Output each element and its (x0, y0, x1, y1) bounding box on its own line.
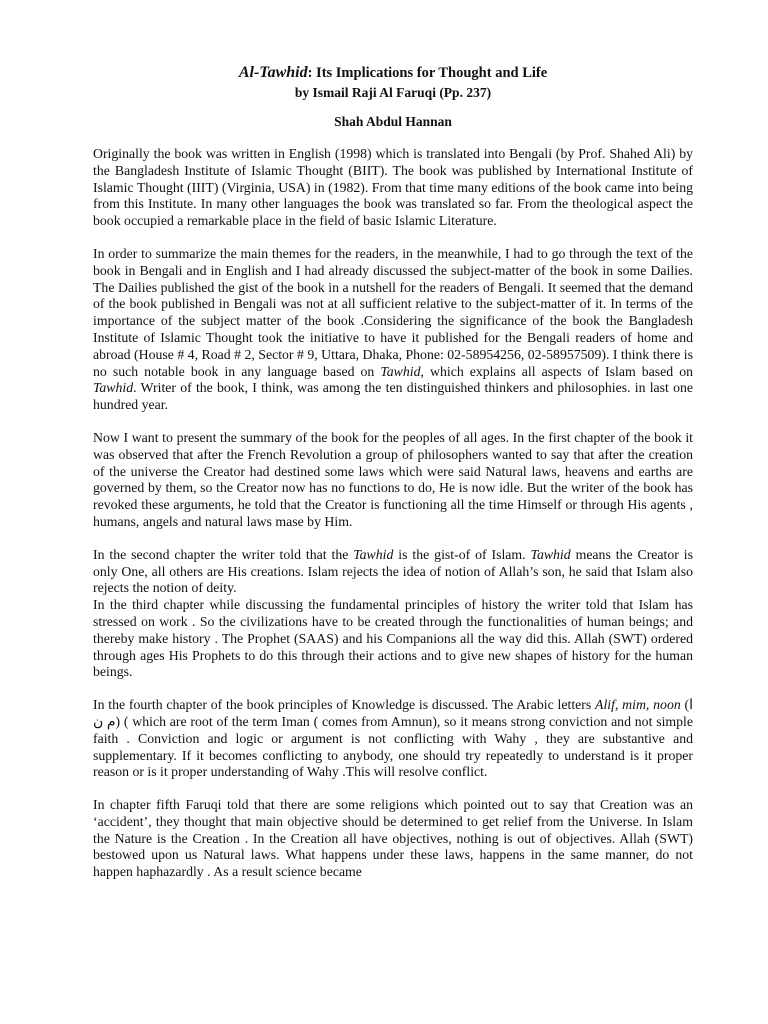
document-page (93, 64, 693, 881)
paragraph-7: In chapter fifth Faruqi told that there are some religions which pointed out to say that Creation was an ‘accident’, they thought that main objective should be determined to get relief from the Universe. In Islam the Nature is the Creation . In the Creation all have objectives, nothing is out of objectives. Allah (SWT) bestowed upon us Natural laws. What happens under these laws, happens in the same manner, do not happen haphazardly . As a result science became (93, 797, 693, 880)
byline: by Ismail Raji Al Faruqi (Pp. 237) (294, 85, 492, 100)
paragraph-4: In the second chapter the writer told that the Tawhid is the gist-of of Islam. Tawhid means the Creator is only One, all others are His creations. Islam rejects the idea of notion of Allah’s son, he said that Islam also rejects the notion of deity. (93, 546, 693, 596)
title-italic: Al-Tawhid (238, 64, 308, 81)
paragraph-3: Now I want to present the summary of the book for the peoples of all ages. In the first chapter of the book it was observed that after the French Revolution a group of philosophers wanted to say that after the creation of the universe the Creator had destined some laws which were said Natural laws, heavens and earths are governed by them, so the Creator now has no functions to do, He is now idle. But the writer of the book has revoked these arguments, he told that the Creator is functioning all the time Himself or through His agents , humans, angels and natural laws mase by Him. (93, 429, 693, 529)
paragraph-6: In the fourth chapter of the book principles of Knowledge is discussed. The Arabic letters Alif, mim, noon (ا م ن) ( which are root of the term Iman ( comes from Amnun), so it means strong conviction and not simple faith . Conviction and logic or argument is not conflicting with Wahy , they are substantive and supplementary. If it becomes conflicting to anybody, one should try repeatedly to understand is it proper reason or is it proper understanding of Wahy .This will resolve conflict. (93, 697, 694, 780)
paragraph-5: In the third chapter while discussing the fundamental principles of history the writer told that Islam has stressed on work . So the civilizations have to be created through the functionalities of human beings; and thereby make history . The Prophet (SAAS) and his Companions all the way did this. Allah (SWT) ordered through ages His Prophets to do this through their actions and to give new shapes of history for the human beings. (93, 597, 693, 680)
author: Shah Abdul Hannan (334, 114, 452, 129)
title-rest: : Its Implications for Thought and Life (307, 65, 548, 81)
document-title (93, 64, 693, 82)
paragraph-2: In order to summarize the main themes for the readers, in the meanwhile, I had to go through the text of the book in Bengali and in English and I had already discussed the subject-matter of the book in some Dailies. The Dailies published the gist of the book in a nutshell for the readers of Bengali. It seemed that the demand of the book published in Bengali was not at all sufficient relative to the subject-matter of it. In terms of the importance of the subject matter of the book .Considering the significance of the book the Bangladesh Institute of Islamic Thought took the initiative to have it published for the Bengali readers of home and abroad (House # 4, Road # 2, Sector # 9, Uttara, Dhaka, Phone: 02-58954256, 02-58957509). I think there is no such notable book in any language based on Tawhid, which explains all aspects of Islam based on Tawhid. Writer of the book, I think, was among the ten distinguished thinkers and philosophies. in last one hundred year. (93, 245, 693, 413)
paragraph-1: Originally the book was written in English (1998) which is translated into Bengali (by Prof. Shahed Ali) by the Bangladesh Institute of Islamic Thought (BIIT). The book was published by International Institute of Islamic Thought (IIIT) (Virginia, USA) in (1982). From that time many editions of the book came into being from this Institute. In many other languages the book was translated so far. From the theological aspect the book occupied a remarkable place in the field of basic Islamic Literature. (93, 146, 693, 229)
